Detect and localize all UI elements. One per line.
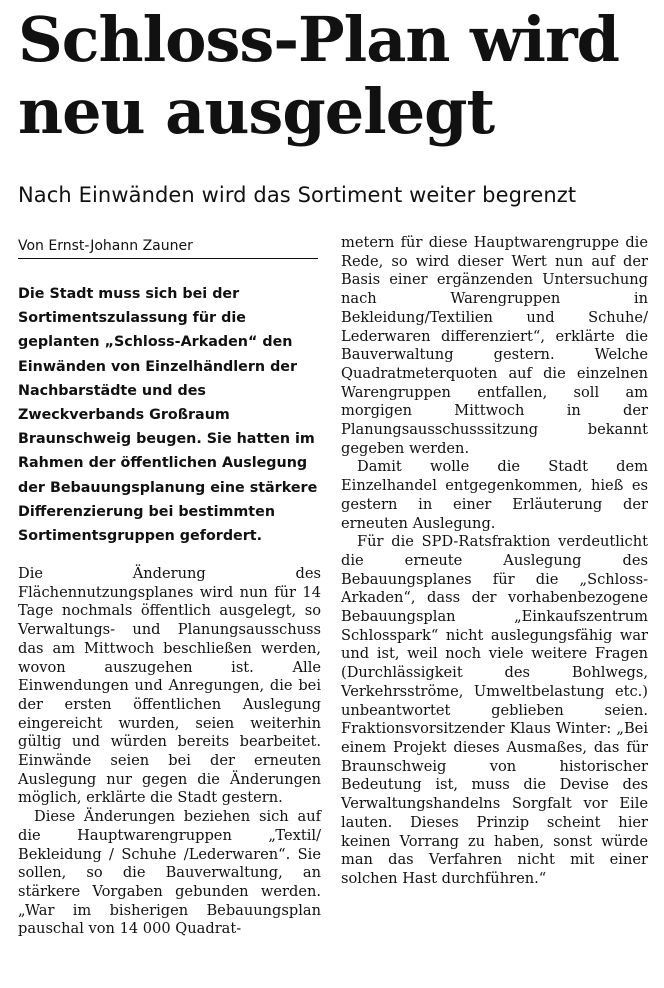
body-paragraph: Damit wolle die Stadt dem Einzelhandel entgegenkommen, hieß es gestern in einer Erläuterung der erneuten Auslegung. (341, 458, 648, 532)
body-paragraph: Diese Änderungen beziehen sich auf die Hauptwarengruppen „Textil/ Bekleidung / Schuhe /Lederwaren“. Sie sollen, so die Bauverwaltung, an stärkere Vorgaben gebunden werden. „War im bisherigen Bebauungsplan pauschal von 14 000 Quadrat- (18, 808, 321, 938)
body-paragraph: Für die SPD-Ratsfraktion verdeutlicht die erneute Auslegung des Bebauungsplanes für die „Schloss-Arkaden“, dass der vorhabenbezogene Bebauungsplan „Einkaufszentrum Schlosspark“ nicht auslegungsfähig war und ist, weil noch viele weitere Fragen (Durchlässigkeit des Bohlwegs, Verkehrsströme, Umweltbelastung etc.) unbeantwortet geblieben seien. Fraktionsvorsitzender Klaus Winter: „Bei einem Projekt dieses Ausmaßes, das für Braunschweig von historischer Bedeutung ist, muss die Devise des Verwaltungshandelns Sorgfalt vor Eile lauten. Dieses Prinzip scheint hier keinen Vorrang zu haben, sonst würde man das Verfahren nicht mit einer solchen Hast durchführen.“ (341, 533, 648, 887)
lead-paragraph: Die Stadt muss sich bei der Sortimentszulassung für die geplanten „Schloss-Arkaden“ den Einwänden von Einzelhändlern der Nachbarstädte und des Zweckverbands Großraum Braunschweig beugen. Sie hatten im Rahmen der öffentlichen Auslegung der Bebauungsplanung eine stärkere Differenzierung bei bestimmten Sortimentsgruppen gefordert. (18, 286, 318, 545)
body-paragraph: metern für diese Hauptwarengruppe die Rede, so wird dieser Wert nun auf der Basis einer ergänzenden Untersuchung nach Warengruppen in Bekleidung/Textilien und Schuhe/ Lederwaren differenziert“, erklärte die Bauverwaltung gestern. Welche Quadratmeterquoten auf die einzelnen Warengruppen entfallen, soll am morgigen Mittwoch in der Planungsausschusssitzung bekannt gegeben werden. (341, 234, 648, 457)
byline: Von Ernst-Johann Zauner (18, 236, 318, 259)
body-paragraph: Die Änderung des Flächennutzungsplanes wird nun für 14 Tage nochmals öffentlich ausgelegt, so Verwaltungs- und Planungsausschuss das am Mittwoch beschließen werden, wovon auszugehen ist. Alle Einwendungen und Anregungen, die bei der ersten öffentlichen Auslegung eingereicht wurden, seien weiterhin gültig und würden bereits bearbeitet. Einwände seien bei der erneuten Auslegung nur gegen die Änderungen möglich, erklärte die Stadt gestern. (18, 565, 321, 807)
headline: Schloss-Plan wird neu ausgelegt (18, 3, 620, 148)
body-column-left (18, 565, 321, 939)
subheadline: Nach Einwänden wird das Sortiment weiter begrenzt (18, 183, 577, 207)
body-column-right (341, 234, 648, 889)
